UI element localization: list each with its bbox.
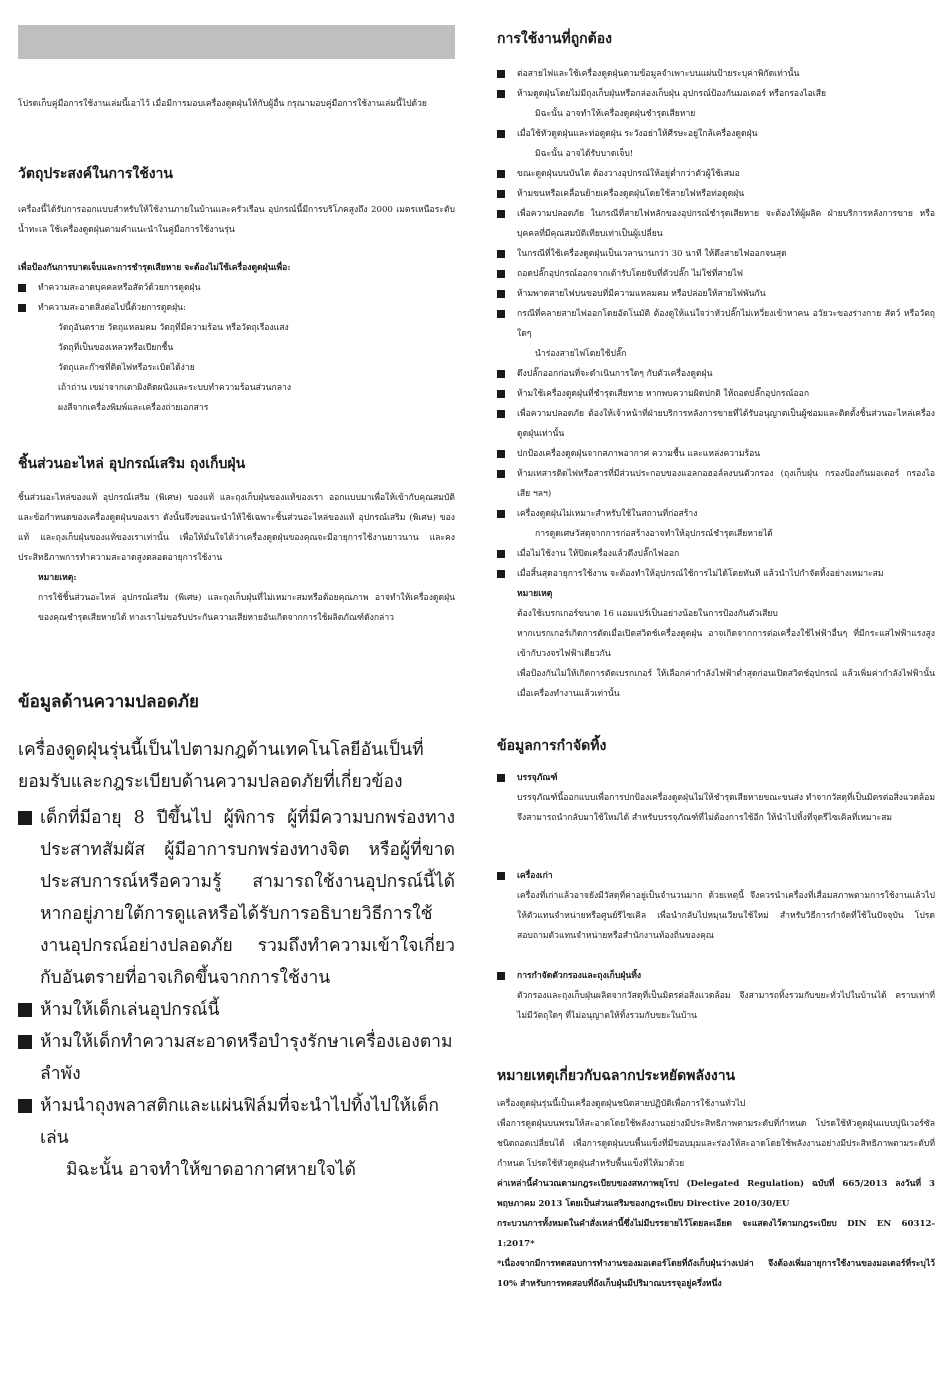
bullet-icon bbox=[18, 304, 26, 312]
bullet-icon bbox=[497, 370, 505, 378]
bullet-icon bbox=[497, 774, 505, 782]
bullet-icon bbox=[497, 270, 505, 278]
bullet-icon bbox=[497, 570, 505, 578]
injury-sublist bbox=[18, 318, 455, 418]
bullet-icon bbox=[497, 390, 505, 398]
list-item: ห้ามเทสารติดไฟหรือสารที่มีส่วนประกอบของแอลกอฮอล์ลงบนตัวกรอง (ถุงเก็บฝุ่น กรองป้องกันมอเตอร์ กรองไอเสีย ฯลฯ) bbox=[497, 464, 935, 504]
bullet-icon bbox=[497, 550, 505, 558]
energy-bold-line: กระบวนการทั้งหมดในคำสั่งเหล่านี้ซึ่งไม่มีบรรยายไว้โดยละเอียด จะแสดงไว้ตามกฎระเบียบ DIN EN 60312-1:2017* bbox=[497, 1219, 935, 1249]
parts-title: ชิ้นส่วนอะไหล่ อุปกรณ์เสริม ถุงเก็บฝุ่น bbox=[18, 456, 246, 472]
bullet-icon bbox=[18, 1035, 32, 1049]
use-list bbox=[497, 64, 935, 704]
energy-title: หมายเหตุเกี่ยวกับฉลากประหยัดพลังงาน bbox=[497, 1068, 736, 1084]
list-item: เมื่อใช้หัวดูดฝุ่นและท่อดูดฝุ่น ระวังอย่าให้ศีรษะอยู่ใกล้เครื่องดูดฝุ่น bbox=[497, 124, 935, 144]
energy-line: เพื่อการดูดฝุ่นบนพรมให้สะอาดโดยใช้พลังงานอย่างมีประสิทธิภาพตามระดับที่กำหนด โปรดใช้หัวดูดฝุ่นแบบปูนิเวอร์ซัลชนิดถอดเปลี่ยนได้ เพื่อการดูดฝุ่นบนพื้นแข็งที่มีขอบมุมและร่องให้สะอาดโดยใช้พลังงานอย่างมีประสิทธิภาพตามระดับที่กำหนด โปรดใช้หัวดูดฝุ่นสำหรับพื้นแข็งที่ให้มาด้วย bbox=[497, 1119, 935, 1169]
use-note-label: หมายเหตุ bbox=[517, 589, 553, 599]
injury-heading: เพื่อป้องกันการบาดเจ็บและการชำรุดเสียหาย จะต้องไม่ใช้เครื่องดูดฝุ่นเพื่อ: bbox=[18, 263, 291, 273]
bullet-icon bbox=[497, 90, 505, 98]
list-item: ปกป้องเครื่องดูดฝุ่นจากสภาพอากาศ ความชื้น และแหล่งความร้อน bbox=[497, 444, 935, 464]
list-item: ห้ามดูดฝุ่นโดยไม่มีถุงเก็บฝุ่นหรือกล่องเก็บฝุ่น อุปกรณ์ป้องกันมอเตอร์ หรือกรองไอเสีย bbox=[497, 84, 935, 104]
use-note bbox=[497, 584, 935, 704]
bullet-icon bbox=[497, 290, 505, 298]
bullet-icon bbox=[497, 972, 505, 980]
bullet-icon bbox=[497, 310, 505, 318]
list-item: ทำความสะอาดบุคคลหรือสัตว์ด้วยการดูดฝุ่น bbox=[18, 278, 455, 298]
list-item: เด็กที่มีอายุ 8 ปีขึ้นไป ผู้พิการ ผู้ที่มีความบกพร่องทางประสาทสัมผัส ผู้มีอาการบกพร่องทางจิต หรือผู้ที่ขาดประสบการณ์หรือความรู้ สามารถใช้งานอุปกรณ์นี้ได้ หากอยู่ภายใต้การดูแลหรือได้รับการอธิบายวิธีการใช้งานอุปกรณ์อย่างปลอดภัย รวมถึงทำความเข้าใจเกี่ยวกับอันตรายที่อาจเกิดขึ้นจากการใช้งาน bbox=[18, 802, 455, 994]
bullet-icon bbox=[497, 130, 505, 138]
disposal-item: การกำจัดตัวกรองและถุงเก็บฝุ่นทิ้ง ตัวกรองและถุงเก็บฝุ่นผลิตจากวัสดุที่เป็นมิตรต่อสิ่งแวดล้อม จึงสามารถทิ้งรวมกับขยะทั่วไปในบ้านได้ ตราบเท่าที่ไม่มีวัตถุใดๆ ที่ไม่อนุญาตให้ทิ้งรวมกับขยะในบ้าน bbox=[497, 966, 935, 1026]
sub-item: วัตถุและก๊าซที่ติดไฟหรือระเบิดได้ง่าย bbox=[58, 363, 195, 373]
list-item: เพื่อความปลอดภัย ต้องให้เจ้าหน้าที่ฝ่ายบริการหลังการขายที่ได้รับอนุญาตเป็นผู้ซ่อมและติดตั้งชิ้นส่วนอะไหล่เครื่องดูดฝุ่นเท่านั้น bbox=[497, 404, 935, 444]
list-item: ในกรณีที่ใช้เครื่องดูดฝุ่นเป็นเวลานานกว่า 30 นาที ให้ดึงสายไฟออกจนสุด bbox=[497, 244, 935, 264]
purpose-title: วัตถุประสงค์ในการใช้งาน bbox=[18, 166, 173, 182]
bullet-icon bbox=[497, 510, 505, 518]
sub-item: เถ้าถ่าน เขม่าจากเตาผิงติดผนังและระบบทำความร้อนส่วนกลาง bbox=[58, 383, 292, 393]
bullet-icon bbox=[18, 284, 26, 292]
bullet-icon bbox=[18, 1003, 32, 1017]
safety-title: ข้อมูลด้านความปลอดภัย bbox=[18, 692, 199, 712]
list-item: เครื่องดูดฝุ่นไม่เหมาะสำหรับใช้ในสถานที่ก่อสร้าง bbox=[497, 504, 935, 524]
safety-list bbox=[18, 802, 455, 1186]
safety-intro: เครื่องดูดฝุ่นรุ่นนี้เป็นไปตามกฎด้านเทคโนโลยีอันเป็นที่ยอมรับและกฎระเบียบด้านความปลอดภัยที่เกี่ยวข้อง bbox=[18, 740, 424, 792]
list-item: ห้ามให้เด็กเล่นอุปกรณ์นี้ bbox=[18, 994, 455, 1026]
parts-text: ชิ้นส่วนอะไหล่ของแท้ อุปกรณ์เสริม (พิเศษ) ของแท้ และถุงเก็บฝุ่นของแท้ของเรา ออกแบบมาเพื่อให้เข้ากับคุณสมบัติและข้อกำหนดของเครื่องดูดฝุ่นของเรา ดังนั้นจึงขอแนะนำให้ใช้เฉพาะชิ้นส่วนอะไหล่ของแท้ อุปกรณ์เสริม (พิเศษ) ของแท้ และถุงเก็บฝุ่นของแท้ของเราเท่านั้น เพื่อให้มั่นใจได้ว่าเครื่องดูดฝุ่นของคุณจะมีอายุการใช้งานยาวนาน และคงประสิทธิภาพการทำความสะอาดสูงตลอดอายุการใช้งาน bbox=[18, 493, 455, 563]
intro-text: โปรดเก็บคู่มือการใช้งานเล่มนี้เอาไว้ เมื่อมีการมอบเครื่องดูดฝุ่นให้กับผู้อื่น กรุณามอบคู่มือการใช้งานเล่มนี้ไปด้วย bbox=[18, 99, 427, 109]
note-label: หมายเหตุ: bbox=[38, 573, 77, 583]
bullet-icon bbox=[497, 190, 505, 198]
energy-line: เครื่องดูดฝุ่นรุ่นนี้เป็นเครื่องดูดฝุ่นชนิดสายปฏิบัติเพื่อการใช้งานทั่วไป bbox=[497, 1099, 746, 1109]
use-sub-item: การดูดเศษวัสดุจากการก่อสร้างอาจทำให้อุปกรณ์ชำรุดเสียหายได้ bbox=[535, 529, 773, 539]
list-item: กรณีที่คลายสายไฟออกโดยอัตโนมัติ ต้องดูให้แน่ใจว่าหัวปลั๊กไม่เหวี่ยงเข้าหาคน อวัยวะของร่างกาย สัตว์ หรือวัตถุใดๆ bbox=[497, 304, 935, 344]
use-note-line: หากเบรกเกอร์เกิดการตัดเมื่อเปิดสวิตช์เครื่องดูดฝุ่น อาจเกิดจากการต่อเครื่องใช้ไฟฟ้าอื่นๆ ที่มีกระแสไฟฟ้าแรงสูงเข้ากับวงจรไฟฟ้าเดียวกัน bbox=[517, 629, 935, 659]
list-item: ดึงปลั๊กออกก่อนที่จะดำเนินการใดๆ กับตัวเครื่องดูดฝุ่น bbox=[497, 364, 935, 384]
list-item: เมื่อสิ้นสุดอายุการใช้งาน จะต้องทำให้อุปกรณ์ใช้การไม่ได้โดยทันที แล้วนำไปกำจัดทิ้งอย่างเหมาะสม bbox=[497, 564, 935, 584]
use-sub-item: มิฉะนั้น อาจได้รับบาดเจ็บ! bbox=[535, 149, 634, 159]
list-item: ห้ามนำถุงพลาสติกและแผ่นฟิล์มที่จะนำไปทิ้งไปให้เด็กเล่น bbox=[18, 1090, 455, 1154]
list-item: เพื่อความปลอดภัย ในกรณีที่สายไฟหลักของอุปกรณ์ชำรุดเสียหาย จะต้องให้ผู้ผลิต ฝ่ายบริการหลังการขาย หรือบุคคลที่มีคุณสมบัติเทียบเท่าเป็นผู้เปลี่ยน bbox=[497, 204, 935, 244]
list-item: ห้ามใช้เครื่องดูดฝุ่นที่ชำรุดเสียหาย หากพบความผิดปกติ ให้ถอดปลั๊กอุปกรณ์ออก bbox=[497, 384, 935, 404]
bullet-icon bbox=[497, 872, 505, 880]
energy-bold-line: *เนื่องจากมีการทดสอบการทำงานของมอเตอร์โดยที่ถังเก็บฝุ่นว่างเปล่า จึงต้องเพิ่มอายุการใช้งานของมอเตอร์ที่ระบุไว้ 10% สำหรับการทดสอบที่ถังเก็บฝุ่นมีปริมาณบรรจุอยู่ครึ่งหนึ่ง bbox=[497, 1259, 935, 1289]
disposal-title: ข้อมูลการกำจัดทิ้ง bbox=[497, 738, 607, 754]
bullet-icon bbox=[497, 70, 505, 78]
bullet-icon bbox=[497, 410, 505, 418]
list-item: เมื่อไม่ใช้งาน ให้ปิดเครื่องแล้วดึงปลั๊กไฟออก bbox=[497, 544, 935, 564]
use-sub-item: มิฉะนั้น อาจทำให้เครื่องดูดฝุ่นชำรุดเสียหาย bbox=[535, 109, 696, 119]
safety-sub: มิฉะนั้น อาจทำให้ขาดอากาศหายใจได้ bbox=[66, 1160, 356, 1180]
sub-item: วัตถุที่เป็นของเหลวหรือเปียกชื้น bbox=[58, 343, 174, 353]
list-item: ต่อสายไฟและใช้เครื่องดูดฝุ่นตามข้อมูลจำเพาะบนแผ่นป้ายระบุค่าพิกัดเท่านั้น bbox=[497, 64, 935, 84]
note-text: การใช้ชิ้นส่วนอะไหล่ อุปกรณ์เสริม (พิเศษ) และถุงเก็บฝุ่นที่ไม่เหมาะสมหรือด้อยคุณภาพ อาจทำให้เครื่องดูดฝุ่นของคุณชำรุดเสียหายได้ ทางเราไม่ขอรับประกันความเสียหายอันเกิดจากการใช้ผลิตภัณฑ์ดังกล่าว bbox=[38, 593, 455, 623]
energy-bold-line: ค่าเหล่านี้คำนวณตามกฎระเบียบของสหภาพยุโรป (Delegated Regulation) ฉบับที่ 665/2013 ลงวันที่ 3 พฤษภาคม 2013 โดยเป็นส่วนเสริมของกฎระเบียบ Directive 2010/30/EU bbox=[497, 1179, 935, 1209]
list-item: ห้ามขนหรือเคลื่อนย้ายเครื่องดูดฝุ่นโดยใช้สายไฟหรือท่อดูดฝุ่น bbox=[497, 184, 935, 204]
disposal-item: บรรจุภัณฑ์ บรรจุภัณฑ์นี้ออกแบบเพื่อการปกป้องเครื่องดูดฝุ่นไม่ให้ชำรุดเสียหายขณะขนส่ง ทำจากวัสดุที่เป็นมิตรต่อสิ่งแวดล้อม จึงสามารถนำกลับมาใช้ใหม่ได้ สำหรับบรรจุภัณฑ์ที่ไม่ต้องการใช้อีก ให้นำไปทิ้งที่จุดรีไซเคิลที่เหมาะสม bbox=[497, 768, 935, 828]
sub-item: วัตถุอันตราย วัตถุแหลมคม วัตถุที่มีความร้อน หรือวัตถุเรืองแสง bbox=[58, 323, 289, 333]
list-item: ห้ามพาดสายไฟบนขอบที่มีความแหลมคม หรือปล่อยให้สายไฟพันกัน bbox=[497, 284, 935, 304]
list-item: ถอดปลั๊กอุปกรณ์ออกจากเต้ารับโดยจับที่ตัวปลั๊ก ไม่ใช่ที่สายไฟ bbox=[497, 264, 935, 284]
sub-item: ผงสีจากเครื่องพิมพ์และเครื่องถ่ายเอกสาร bbox=[58, 403, 209, 413]
energy-section bbox=[497, 1094, 935, 1294]
injury-list bbox=[18, 278, 455, 418]
list-item: ทำความสะอาดสิ่งต่อไปนี้ด้วยการดูดฝุ่น: bbox=[18, 298, 455, 318]
use-sub-item: นำร่องสายไฟโดยใช้ปลั๊ก bbox=[535, 349, 627, 359]
use-note-line: ต้องใช้เบรกเกอร์ขนาด 16 แอมแปร์เป็นอย่างน้อยในการป้องกันตัวเสียบ bbox=[517, 609, 778, 619]
bullet-icon bbox=[497, 170, 505, 178]
list-item: ห้ามให้เด็กทำความสะอาดหรือบำรุงรักษาเครื่องเองตามลำพัง bbox=[18, 1026, 455, 1090]
bullet-icon bbox=[497, 450, 505, 458]
disposal-item: เครื่องเก่า เครื่องที่เก่าแล้วอาจยังมีวัสดุที่ค่าอยู่เป็นจำนวนมาก ด้วยเหตุนี้ จึงควรนำเครื่องที่เสื่อมสภาพตามการใช้งานแล้วไปให้ตัวแทนจำหน่ายหรือศูนย์รีไซเคิล เพื่อนำกลับไปหมุนเวียนใช้ใหม่ สำหรับวิธีการกำจัดที่ใช้ในปัจจุบัน โปรดสอบถามตัวแทนจำหน่ายหรือสำนักงานท้องถิ่นของคุณ bbox=[497, 866, 935, 946]
list-item: ขณะดูดฝุ่นบนบันได ต้องวางอุปกรณ์ให้อยู่ต่ำกว่าตัวผู้ใช้เสมอ bbox=[497, 164, 935, 184]
purpose-text: เครื่องนี้ได้รับการออกแบบสำหรับให้ใช้งานภายในบ้านและครัวเรือน อุปกรณ์นี้มีการบริโภคสูงถึง 2000 เมตรเหนือระดับน้ำทะเล ใช้เครื่องดูดฝุ่นตามคำแนะนำในคู่มือการใช้งานรุ่น bbox=[18, 205, 455, 235]
use-title: การใช้งานที่ถูกต้อง bbox=[497, 31, 612, 47]
bullet-icon bbox=[497, 250, 505, 258]
bullet-icon bbox=[497, 470, 505, 478]
bullet-icon bbox=[18, 811, 32, 825]
bullet-icon bbox=[497, 210, 505, 218]
bullet-icon bbox=[18, 1099, 32, 1113]
header-bar bbox=[18, 25, 455, 59]
use-note-line: เพื่อป้องกันไม่ให้เกิดการตัดเบรกเกอร์ ให้เลือกค่ากำลังไฟฟ้าต่ำสุดก่อนเปิดสวิตช์อุปกรณ์ แล้วเพิ่มค่ากำลังไฟฟ้านั้นเมื่อเครื่องทำงานแล้วเท่านั้น bbox=[517, 669, 935, 699]
